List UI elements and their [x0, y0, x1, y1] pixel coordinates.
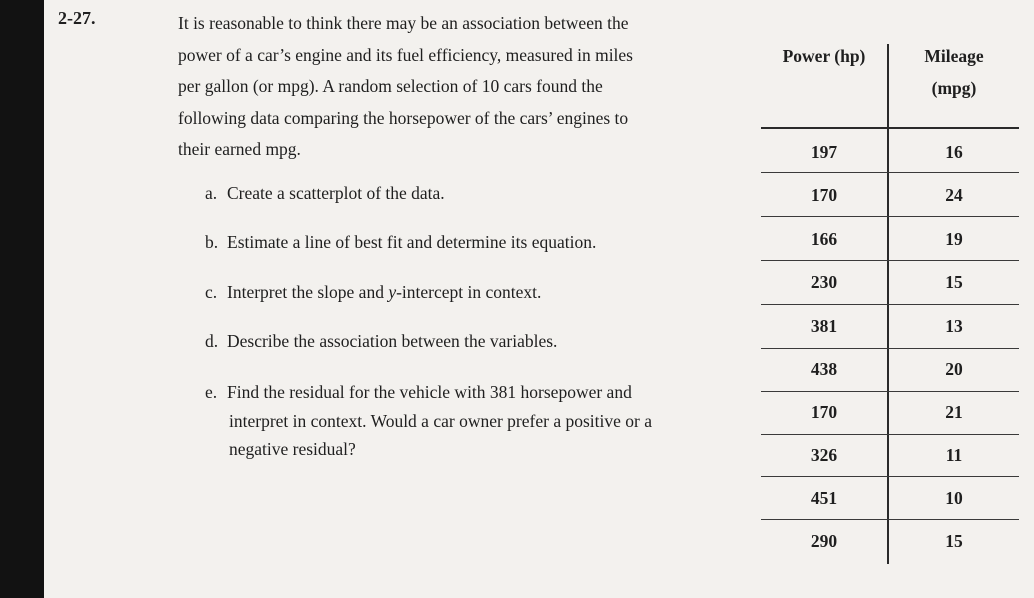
table-row-divider	[761, 348, 1019, 349]
table-row-divider	[761, 216, 1019, 217]
problem-number: 2-27.	[58, 8, 96, 28]
part-e-letter: e.	[205, 382, 218, 402]
table-cell-power: 381	[810, 316, 838, 336]
part-d-letter: d.	[205, 331, 219, 351]
part-c-letter: c.	[205, 282, 218, 302]
table-cell-power: 451	[810, 488, 838, 508]
part-c-variable: y	[388, 282, 397, 302]
part-d	[205, 331, 557, 352]
table-cell-mpg: 13	[945, 316, 963, 336]
part-c-text-before: Interpret the slope and	[227, 282, 389, 302]
table-cell-mpg: 21	[945, 402, 963, 422]
intro-line: power of a car’s engine and its fuel efficiency, measured in miles	[178, 44, 633, 65]
part-a-letter: a.	[205, 183, 218, 203]
table-row-divider	[761, 260, 1019, 261]
header-mileage-unit: (mpg)	[931, 78, 977, 98]
table-row-divider	[761, 434, 1019, 435]
part-e-continued	[229, 408, 652, 463]
part-e-line: Find the residual for the vehicle with 381 horsepower and	[227, 382, 632, 402]
part-b	[205, 232, 596, 253]
part-b-text: Estimate a line of best fit and determine its equation.	[227, 232, 597, 252]
intro-line: per gallon (or mpg). A random selection of 10 cars found the	[178, 76, 603, 96]
problem-intro	[178, 8, 633, 166]
part-e-line: interpret in context. Would a car owner prefer a positive or a	[229, 411, 652, 431]
table-cell-power: 197	[810, 142, 838, 162]
header-power: Power (hp)	[782, 46, 866, 66]
intro-line: It is reasonable to think there may be an association between the	[178, 13, 629, 33]
table-cell-mpg: 15	[945, 272, 963, 292]
table-cell-power: 290	[810, 531, 838, 551]
part-a-text: Create a scatterplot of the data.	[227, 183, 445, 203]
part-e	[205, 382, 632, 403]
header-mileage: Mileage	[924, 46, 984, 66]
part-d-text: Describe the association between the variables.	[227, 331, 558, 351]
table-header-rule	[761, 127, 1019, 129]
intro-line: following data comparing the horsepower of the cars’ engines to	[178, 107, 629, 128]
table-cell-mpg: 19	[945, 229, 963, 249]
table-cell-mpg: 15	[945, 531, 963, 551]
table-row-divider	[761, 172, 1019, 173]
table-cell-mpg: 16	[945, 142, 963, 162]
table-cell-mpg: 24	[945, 185, 963, 205]
table-cell-power: 170	[810, 185, 838, 205]
part-c-text-after: -intercept in context.	[396, 282, 542, 302]
table-cell-power: 166	[810, 229, 838, 249]
part-b-letter: b.	[205, 232, 219, 252]
part-a	[205, 183, 445, 204]
table-cell-mpg: 10	[945, 488, 963, 508]
table-row-divider	[761, 476, 1019, 477]
table-cell-mpg: 20	[945, 359, 963, 379]
table-cell-mpg: 11	[945, 445, 963, 465]
part-e-line: negative residual?	[229, 438, 356, 459]
table-cell-power: 230	[810, 272, 838, 292]
table-row-divider	[761, 304, 1019, 305]
left-dark-border	[0, 0, 44, 598]
part-c	[205, 282, 541, 303]
table-cell-power: 170	[810, 402, 838, 422]
intro-line: their earned mpg.	[178, 139, 301, 159]
table-row-divider	[761, 519, 1019, 520]
table-cell-power: 326	[810, 445, 838, 465]
table-cell-power: 438	[810, 359, 838, 379]
table-row-divider	[761, 391, 1019, 392]
